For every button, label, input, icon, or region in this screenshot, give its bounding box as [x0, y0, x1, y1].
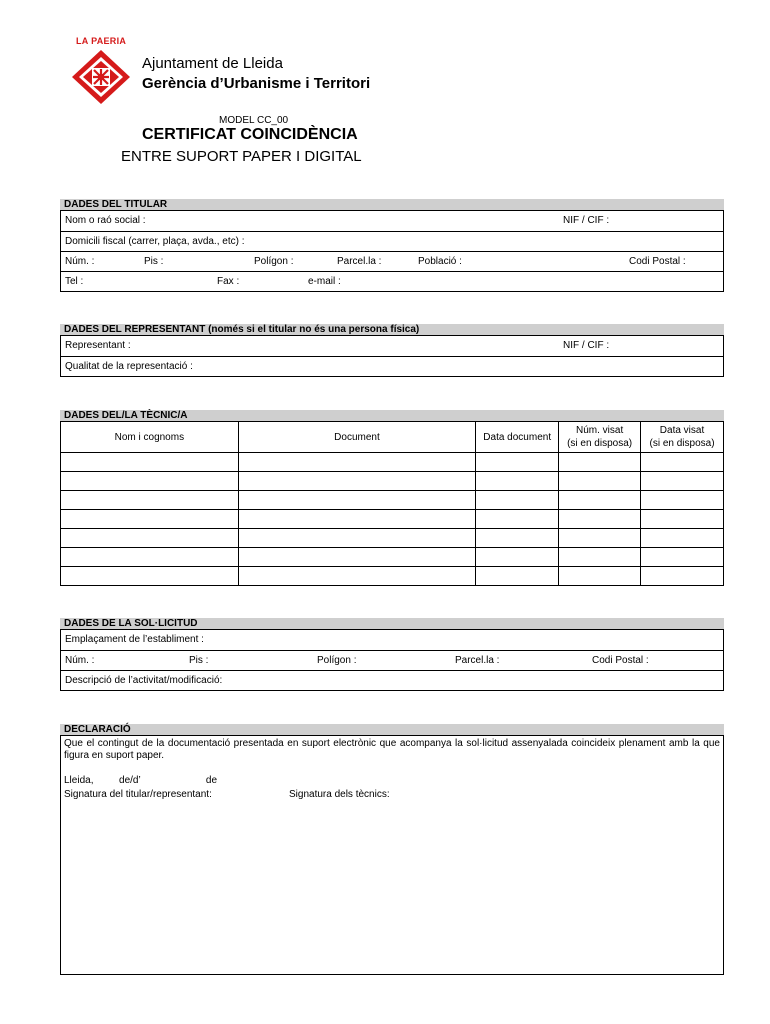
solicitud-parcela-label: Parcel.la :	[455, 655, 500, 666]
table-row[interactable]	[61, 491, 724, 510]
table-cell[interactable]	[476, 510, 559, 529]
titular-section	[60, 199, 724, 292]
table-cell[interactable]	[61, 529, 239, 548]
table-cell[interactable]	[641, 567, 724, 586]
titular-contact-row[interactable]	[61, 271, 723, 291]
table-cell[interactable]	[559, 567, 641, 586]
titular-pis-label: Pis :	[144, 256, 164, 267]
table-cell[interactable]	[559, 529, 641, 548]
table-cell[interactable]	[61, 510, 239, 529]
col-num-visat-header: Núm. visat (si en disposa)	[559, 422, 641, 453]
table-cell[interactable]	[559, 510, 641, 529]
titular-location-row[interactable]	[61, 251, 723, 271]
representant-nif-label: NIF / CIF :	[563, 340, 610, 351]
tecnic-section	[60, 410, 724, 586]
declaracio-box[interactable]	[60, 735, 724, 975]
col-data-visat-header: Data visat (si en disposa)	[641, 422, 724, 453]
model-code: MODEL CC_00	[219, 115, 289, 126]
table-cell[interactable]	[61, 548, 239, 567]
solicitud-box	[60, 629, 724, 691]
document-title: CERTIFICAT COINCIDÈNCIA	[142, 126, 358, 143]
table-row[interactable]	[61, 472, 724, 491]
declaracio-date-line	[64, 775, 217, 786]
table-cell[interactable]	[559, 491, 641, 510]
titular-name-row[interactable]	[61, 211, 723, 231]
titular-box	[60, 210, 724, 292]
solicitud-heading: DADES DE LA SOL·LICITUD	[60, 618, 724, 629]
table-cell[interactable]	[559, 453, 641, 472]
table-cell[interactable]	[61, 472, 239, 491]
lleida-label: Lleida,	[64, 775, 94, 786]
representant-box	[60, 335, 724, 377]
titular-tel-label: Tel :	[65, 276, 84, 287]
table-cell[interactable]	[61, 491, 239, 510]
solicitud-postal-code-label: Codi Postal :	[592, 655, 649, 666]
col-nom-header: Nom i cognoms	[61, 422, 239, 453]
table-row[interactable]	[61, 453, 724, 472]
representant-name-row[interactable]	[61, 336, 723, 356]
titular-fax-label: Fax :	[217, 276, 240, 287]
solicitud-descripcio-label: Descripció de l’activitat/modificació:	[65, 675, 223, 686]
titular-parcela-label: Parcel.la :	[337, 256, 382, 267]
table-cell[interactable]	[238, 472, 476, 491]
representant-name-label: Representant :	[65, 340, 131, 351]
titular-name-label: Nom o raó social :	[65, 215, 146, 226]
titular-postal-code-label: Codi Postal :	[629, 256, 686, 267]
solicitud-descripcio-row[interactable]	[61, 670, 723, 690]
table-cell[interactable]	[238, 510, 476, 529]
declaracio-section	[60, 724, 724, 975]
titular-num-label: Núm. :	[65, 256, 95, 267]
table-cell[interactable]	[238, 529, 476, 548]
table-row[interactable]	[61, 510, 724, 529]
representant-section	[60, 324, 724, 377]
table-row[interactable]	[61, 548, 724, 567]
organization-name: Ajuntament de Lleida	[142, 55, 283, 72]
table-cell[interactable]	[476, 567, 559, 586]
table-cell[interactable]	[641, 510, 724, 529]
solicitud-num-label: Núm. :	[65, 655, 95, 666]
table-cell[interactable]	[641, 491, 724, 510]
solicitud-emplacament-row[interactable]	[61, 630, 723, 650]
representant-qualitat-label: Qualitat de la representació :	[65, 361, 193, 372]
solicitud-section	[60, 618, 724, 691]
table-cell[interactable]	[559, 548, 641, 567]
table-cell[interactable]	[238, 567, 476, 586]
declaracio-signatures	[64, 789, 704, 800]
tecnic-heading: DADES DEL/LA TÈCNIC/A	[60, 410, 724, 421]
table-cell[interactable]	[238, 548, 476, 567]
declaracio-heading: DECLARACIÓ	[60, 724, 724, 735]
department-name: Gerència d’Urbanisme i Territori	[142, 75, 371, 92]
table-cell[interactable]	[476, 472, 559, 491]
declaracio-text: Que el contingut de la documentació presentada en suport electrònic que acompanya la sol·licitud assenyalada coincideix plenament amb la que figura en suport paper.	[64, 738, 720, 761]
paeria-logo	[68, 36, 136, 108]
table-cell[interactable]	[61, 567, 239, 586]
titular-heading: DADES DEL TITULAR	[60, 199, 724, 210]
titular-email-label: e-mail :	[308, 276, 341, 287]
representant-qualitat-row[interactable]	[61, 356, 723, 376]
de-d-label: de/d’	[119, 775, 141, 786]
table-cell[interactable]	[641, 548, 724, 567]
col-data-document-header: Data document	[476, 422, 559, 453]
table-cell[interactable]	[476, 491, 559, 510]
titular-poligon-label: Polígon :	[254, 256, 294, 267]
table-cell[interactable]	[641, 529, 724, 548]
tecnic-table	[60, 421, 724, 586]
solicitud-location-row[interactable]	[61, 650, 723, 670]
tecnic-table-header	[61, 422, 724, 453]
table-cell[interactable]	[238, 491, 476, 510]
table-cell[interactable]	[641, 472, 724, 491]
table-cell[interactable]	[61, 453, 239, 472]
document-subtitle: ENTRE SUPORT PAPER I DIGITAL	[121, 148, 362, 165]
table-cell[interactable]	[476, 529, 559, 548]
table-cell[interactable]	[641, 453, 724, 472]
table-cell[interactable]	[559, 472, 641, 491]
table-cell[interactable]	[476, 548, 559, 567]
solicitud-poligon-label: Polígon :	[317, 655, 357, 666]
table-row[interactable]	[61, 567, 724, 586]
titular-address-label: Domicili fiscal (carrer, plaça, avda., etc) :	[65, 236, 245, 247]
titular-poblacio-label: Població :	[418, 256, 462, 267]
titular-nif-label: NIF / CIF :	[563, 215, 610, 226]
signatura-titular-label: Signatura del titular/representant:	[64, 789, 212, 800]
signatura-tecnics-label: Signatura dels tècnics:	[289, 789, 390, 800]
table-cell[interactable]	[476, 453, 559, 472]
titular-address-row[interactable]	[61, 231, 723, 251]
table-cell[interactable]	[238, 453, 476, 472]
paeria-emblem-icon	[68, 48, 134, 106]
solicitud-emplacament-label: Emplaçament de l’establiment :	[65, 634, 204, 645]
logo-text: LA PAERIA	[76, 36, 127, 46]
solicitud-pis-label: Pis :	[189, 655, 209, 666]
representant-heading: DADES DEL REPRESENTANT (només si el titular no és una persona física)	[60, 324, 724, 335]
de-label: de	[205, 775, 218, 786]
col-document-header: Document	[238, 422, 476, 453]
table-row[interactable]	[61, 529, 724, 548]
